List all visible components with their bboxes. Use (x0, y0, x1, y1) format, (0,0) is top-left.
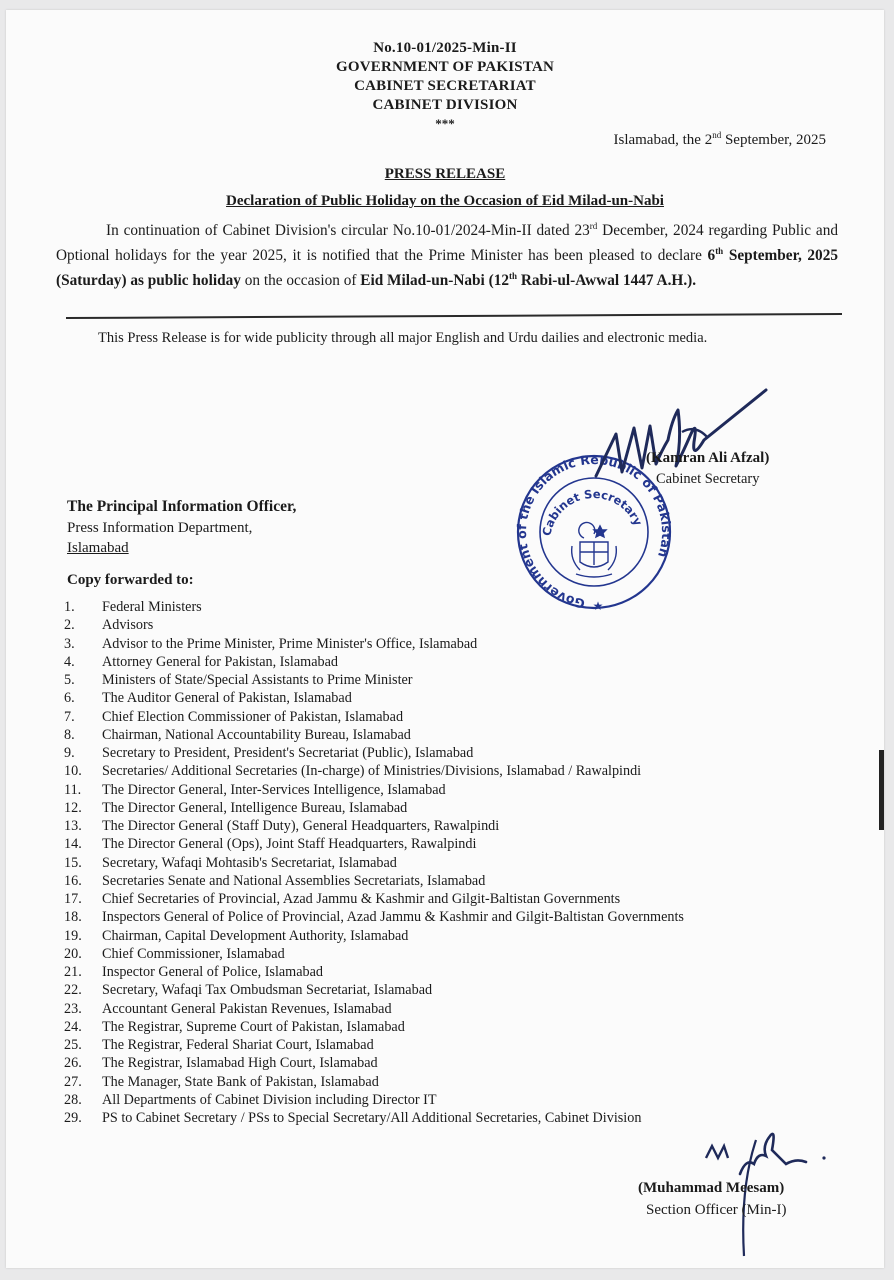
list-item (64, 817, 854, 835)
addressee-line3: Islamabad (67, 540, 129, 556)
list-item-number: 8. (64, 726, 75, 743)
list-item (64, 981, 854, 999)
secretariat-heading: CABINET SECRETARIAT (354, 78, 536, 94)
declaration-title: Declaration of Public Holiday on the Occasion of Eid Milad-un-Nabi (226, 193, 664, 209)
scan-edge-mark (879, 750, 884, 830)
list-item (64, 671, 854, 689)
list-item-text: The Director General, Inter-Services Intelligence, Islamabad (102, 781, 446, 798)
list-item (64, 1054, 854, 1072)
list-item-number: 21. (64, 964, 82, 980)
reference-number: No.10-01/2025-Min-II (373, 40, 517, 56)
list-item-text: Accountant General Pakistan Revenues, Islamabad (102, 1000, 392, 1017)
signatory-name: (Kamran Ali Afzal) (646, 450, 770, 466)
list-item-number: 5. (64, 672, 75, 688)
list-item-number: 10. (64, 763, 82, 780)
list-item-number: 6. (64, 690, 75, 707)
addressee-line1: The Principal Information Officer, (67, 498, 297, 515)
list-item-number: 19. (64, 927, 82, 944)
list-item (64, 1109, 854, 1127)
list-item (64, 781, 854, 799)
division-heading: CABINET DIVISION (372, 97, 518, 113)
list-item-number: 29. (64, 1110, 82, 1126)
list-item-text: Secretaries/ Additional Secretaries (In-charge) of Ministries/Divisions, Islamabad / Rawalpindi (102, 763, 642, 780)
list-item (64, 963, 854, 981)
list-item-number: 12. (64, 799, 82, 816)
list-item-number: 22. (64, 982, 82, 999)
list-item-number: 9. (64, 745, 75, 761)
list-item-number: 27. (64, 1073, 82, 1090)
list-item (64, 598, 854, 616)
list-item-number: 18. (64, 909, 82, 926)
list-item-text: Secretary, Wafaqi Mohtasib's Secretariat, Islamabad (102, 854, 397, 871)
list-item (64, 762, 854, 780)
list-item-text: The Director General (Staff Duty), General Headquarters, Rawalpindi (102, 818, 500, 834)
section-officer-title: Section Officer (Min-I) (646, 1202, 787, 1218)
copy-forwarded-list (64, 598, 854, 1127)
list-item (64, 872, 854, 890)
list-item-number: 13. (64, 818, 82, 834)
list-item-text: The Auditor General of Pakistan, Islamabad (102, 690, 352, 707)
seal-outer-text: Government of the Islamic Republic of Pakistan (514, 451, 674, 612)
list-item-text: Chief Election Commissioner of Pakistan, Islamabad (102, 708, 404, 725)
list-item-number: 28. (64, 1091, 82, 1108)
signatory-title: Cabinet Secretary (656, 471, 760, 487)
list-item-number: 3. (64, 635, 75, 652)
list-item-number: 7. (64, 708, 75, 725)
emblem-icon (572, 523, 617, 577)
list-item-text: PS to Cabinet Secretary / PSs to Special Secretary/All Additional Secretaries, Cabinet Division (102, 1110, 642, 1126)
copy-forwarded-heading: Copy forwarded to: (67, 572, 194, 588)
list-item-text: Chief Secretaries of Provincial, Azad Jammu & Kashmir and Gilgit-Baltistan Governments (102, 891, 621, 907)
list-item-text: Attorney General for Pakistan, Islamabad (102, 653, 338, 670)
list-item (64, 708, 854, 726)
list-item-number: 25. (64, 1037, 82, 1053)
list-item-text: Inspector General of Police, Islamabad (102, 964, 324, 980)
list-item (64, 854, 854, 872)
section-officer-name: (Muhammad Meesam) (638, 1180, 785, 1196)
list-item (64, 945, 854, 963)
list-item (64, 927, 854, 945)
list-item (64, 744, 854, 762)
press-release-title: PRESS RELEASE (384, 166, 506, 182)
list-item (64, 1036, 854, 1054)
publicity-note: This Press Release is for wide publicity through all major English and Urdu dailies and electronic media. (98, 330, 708, 346)
list-item (64, 653, 854, 671)
list-item-text: The Manager, State Bank of Pakistan, Islamabad (102, 1073, 379, 1090)
list-item-number: 15. (64, 854, 82, 871)
list-item-text: Chief Commissioner, Islamabad (102, 945, 285, 962)
list-item-text: The Registrar, Supreme Court of Pakistan, Islamabad (102, 1018, 405, 1035)
list-item-text: All Departments of Cabinet Division including Director IT (102, 1091, 437, 1108)
list-item-text: Chairman, Capital Development Authority, Islamabad (102, 927, 409, 944)
list-item-text: The Registrar, Islamabad High Court, Islamabad (102, 1055, 378, 1072)
list-item (64, 1000, 854, 1018)
list-item-number: 24. (64, 1018, 82, 1035)
list-item-text: Federal Ministers (102, 599, 202, 615)
list-item-text: Inspectors General of Police of Provincial, Azad Jammu & Kashmir and Gilgit-Baltistan Governments (102, 909, 684, 926)
list-item-text: Advisor to the Prime Minister, Prime Minister's Office, Islamabad (102, 635, 478, 652)
list-item-text: The Director General, Intelligence Bureau, Islamabad (102, 799, 408, 816)
document-page (6, 10, 884, 1268)
list-item-text: The Registrar, Federal Shariat Court, Islamabad (102, 1037, 374, 1053)
list-item-text: Secretary to President, President's Secretariat (Public), Islamabad (102, 745, 474, 761)
list-item-number: 2. (64, 617, 75, 634)
list-item (64, 1091, 854, 1109)
list-item-number: 1. (64, 599, 75, 615)
issue-date: Islamabad, the 2nd September, 2025 (613, 130, 826, 148)
seal-star-icon: ★ (592, 599, 604, 613)
list-item (64, 1073, 854, 1091)
addressee-line2: Press Information Department, (67, 520, 253, 536)
list-item-text: Ministers of State/Special Assistants to Prime Minister (102, 672, 413, 688)
list-item (64, 1018, 854, 1036)
list-item (64, 799, 854, 817)
list-item-number: 16. (64, 872, 82, 889)
list-item (64, 616, 854, 634)
list-item-number: 4. (64, 653, 75, 670)
list-item-text: Chairman, National Accountability Bureau, Islamabad (102, 726, 411, 743)
seal-inner-text: Cabinet Secretary (539, 486, 646, 538)
list-item-number: 23. (64, 1000, 82, 1017)
list-item (64, 635, 854, 653)
list-item-text: Advisors (102, 617, 154, 634)
list-item (64, 908, 854, 926)
notification-paragraph: In continuation of Cabinet Division's circular No.10-01/2024-Min-II dated 23rd December, 2024 regarding Public and Optional holidays for the year 2025, it is notified that the Prime Minister has been pleased to declare 6th September, 2025 (Saturday) as public holiday on the occasion of Eid Milad-un-Nabi (12th Rabi-ul-Awwal 1447 A.H.). (56, 221, 839, 290)
list-item-text: Secretary, Wafaqi Tax Ombudsman Secretariat, Islamabad (102, 982, 433, 999)
list-item (64, 835, 854, 853)
list-item-number: 17. (64, 891, 82, 907)
list-item-number: 14. (64, 836, 82, 853)
list-item (64, 689, 854, 707)
list-item (64, 726, 854, 744)
list-item-text: Secretaries Senate and National Assemblies Secretariats, Islamabad (102, 872, 486, 889)
list-item (64, 890, 854, 908)
list-item-number: 20. (64, 945, 82, 962)
stars-divider: *** (435, 116, 455, 131)
horizontal-rule (66, 313, 842, 319)
list-item-number: 26. (64, 1055, 82, 1072)
government-heading: GOVERNMENT OF PAKISTAN (335, 59, 555, 75)
list-item-text: The Director General (Ops), Joint Staff Headquarters, Rawalpindi (102, 836, 477, 853)
list-item-number: 11. (64, 781, 82, 798)
